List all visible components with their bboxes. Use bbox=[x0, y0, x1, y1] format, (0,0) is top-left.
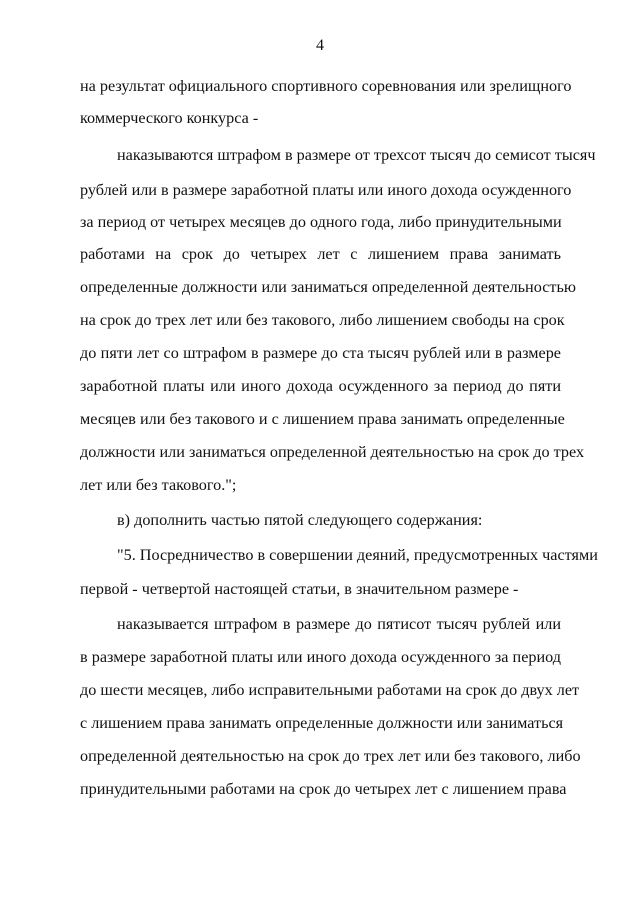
text-line: работами на срок до четырех лет с лишением права занимать bbox=[80, 245, 561, 263]
text-line: "5. Посредничество в совершении деяний, предусмотренных частями bbox=[117, 546, 598, 564]
text-line: определенные должности или заниматься определенной деятельностью bbox=[80, 278, 576, 296]
text-line: до шести месяцев, либо исправительными работами на срок до двух лет bbox=[80, 681, 580, 699]
text-line: первой - четвертой настоящей статьи, в значительном размере - bbox=[80, 580, 519, 598]
text-line: определенной деятельностью на срок до трех лет или без такового, либо bbox=[80, 747, 581, 765]
text-line: на срок до трех лет или без такового, либо лишением свободы на срок bbox=[80, 311, 565, 329]
text-line: должности или заниматься определенной деятельностью на срок до трех bbox=[80, 443, 585, 461]
text-line: лет или без такового."; bbox=[80, 476, 237, 494]
text-line: месяцев или без такового и с лишением права занимать определенные bbox=[80, 410, 565, 428]
text-line: наказываются штрафом в размере от трехсот тысяч до семисот тысяч bbox=[117, 146, 596, 164]
text-line: с лишением права занимать определенные должности или заниматься bbox=[80, 714, 564, 732]
text-line: в) дополнить частью пятой следующего содержания: bbox=[117, 511, 483, 529]
text-line: принудительными работами на срок до четырех лет с лишением права bbox=[80, 780, 567, 798]
text-line: заработной платы или иного дохода осужденного за период до пяти bbox=[80, 377, 561, 395]
text-line: за период от четырех месяцев до одного года, либо принудительными bbox=[80, 213, 562, 231]
text-line: в размере заработной платы или иного дохода осужденного за период bbox=[80, 648, 561, 666]
text-line: коммерческого конкурса - bbox=[80, 109, 259, 127]
text-line: на результат официального спортивного соревнования или зрелищного bbox=[80, 77, 572, 95]
text-line: до пяти лет со штрафом в размере до ста тысяч рублей или в размере bbox=[80, 344, 561, 362]
text-line: наказывается штрафом в размере до пятисот тысяч рублей или bbox=[117, 615, 561, 633]
page-number: 4 bbox=[316, 37, 324, 54]
text-line: рублей или в размере заработной платы или иного дохода осужденного bbox=[80, 181, 572, 199]
